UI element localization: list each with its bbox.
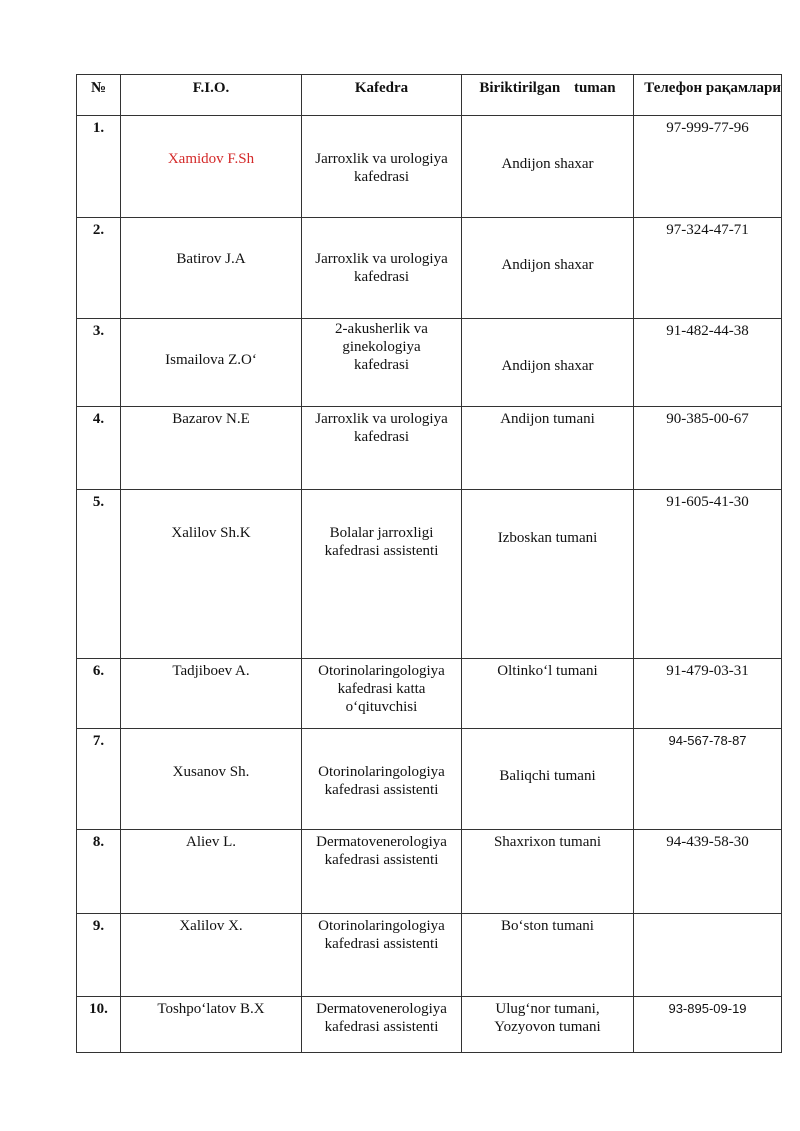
tuman-cell xyxy=(462,729,634,830)
header-kafedra: Kafedra xyxy=(302,75,462,116)
tuman-text: Shaxrixon tumani xyxy=(493,834,602,850)
row-number: 9. xyxy=(77,914,121,997)
row-number: 1. xyxy=(77,116,121,218)
fio-cell xyxy=(121,997,302,1053)
kafedra-text: Dermatovenerologiya kafedrasi assistenti xyxy=(316,1001,447,1035)
fio-text: Tadjiboev A. xyxy=(172,663,250,679)
fio-text: Aliev L. xyxy=(186,834,236,850)
fio-cell xyxy=(121,914,302,997)
tuman-cell xyxy=(462,830,634,914)
table-row xyxy=(77,218,782,319)
tel-cell xyxy=(634,729,782,830)
fio-text: Ismailova Z.O‘ xyxy=(165,352,257,368)
table-row xyxy=(77,490,782,659)
fio-cell xyxy=(121,830,302,914)
tel-text: 93-895-09-19 xyxy=(668,1001,747,1016)
kafedra-cell xyxy=(302,490,462,659)
kafedra-text: Otorinolaringologiya kafedrasi assistenti xyxy=(318,918,445,952)
kafedra-cell xyxy=(302,830,462,914)
fio-text: Bazarov N.E xyxy=(172,411,250,427)
tel-cell xyxy=(634,830,782,914)
kafedra-text: Jarroxlik va urologiya kafedrasi xyxy=(315,151,448,185)
fio-cell xyxy=(121,729,302,830)
tuman-text: Andijon shaxar xyxy=(501,358,594,374)
tel-cell xyxy=(634,914,782,997)
kafedra-cell xyxy=(302,218,462,319)
tuman-text: Ulug‘nor tumani, Yozyovon tumani xyxy=(494,1001,601,1035)
kafedra-text: Otorinolaringologiya kafedrasi assistenti xyxy=(318,764,445,798)
tel-cell xyxy=(634,319,782,407)
fio-cell xyxy=(121,659,302,729)
row-number: 4. xyxy=(77,407,121,490)
tel-cell xyxy=(634,407,782,490)
table-row xyxy=(77,729,782,830)
tel-text: 91-605-41-30 xyxy=(666,494,749,510)
tuman-cell xyxy=(462,407,634,490)
kafedra-cell xyxy=(302,659,462,729)
assignment-table xyxy=(76,74,782,1053)
fio-cell xyxy=(121,218,302,319)
table-row xyxy=(77,914,782,997)
kafedra-cell xyxy=(302,997,462,1053)
fio-text: Toshpo‘latov B.X xyxy=(157,1001,265,1017)
kafedra-text: Dermatovenerologiya kafedrasi assistenti xyxy=(316,834,447,868)
fio-cell xyxy=(121,490,302,659)
tel-cell xyxy=(634,116,782,218)
tuman-cell xyxy=(462,997,634,1053)
tuman-text: Baliqchi tumani xyxy=(499,768,596,784)
kafedra-text: Jarroxlik va urologiya kafedrasi xyxy=(315,251,448,285)
row-number: 6. xyxy=(77,659,121,729)
header-tuman: Biriktirilgan tuman xyxy=(462,75,634,116)
table-row xyxy=(77,997,782,1053)
tel-cell xyxy=(634,490,782,659)
row-number: 5. xyxy=(77,490,121,659)
tuman-text: Andijon shaxar xyxy=(501,156,594,172)
kafedra-text: 2-akusherlik va ginekologiya kafedrasi xyxy=(335,321,428,373)
tel-text: 94-567-78-87 xyxy=(668,733,747,748)
kafedra-cell xyxy=(302,319,462,407)
tel-cell xyxy=(634,218,782,319)
table-row xyxy=(77,659,782,729)
fio-cell xyxy=(121,319,302,407)
kafedra-cell xyxy=(302,407,462,490)
row-number: 10. xyxy=(77,997,121,1053)
header-telefon: Телефон рақамлари xyxy=(634,75,782,116)
tel-cell xyxy=(634,659,782,729)
kafedra-text: Otorinolaringologiya kafedrasi katta o‘qituvchisi xyxy=(318,663,445,715)
row-number: 7. xyxy=(77,729,121,830)
kafedra-cell xyxy=(302,914,462,997)
fio-text: Batirov J.A xyxy=(176,251,246,267)
table-row xyxy=(77,116,782,218)
fio-cell xyxy=(121,116,302,218)
tuman-cell xyxy=(462,218,634,319)
tuman-text: Andijon tumani xyxy=(500,411,595,427)
tuman-cell xyxy=(462,319,634,407)
tel-text: 91-479-03-31 xyxy=(666,663,749,679)
tuman-text: Oltinko‘l tumani xyxy=(497,663,598,679)
row-number: 3. xyxy=(77,319,121,407)
tuman-cell xyxy=(462,490,634,659)
fio-text: Xamidov F.Sh xyxy=(167,151,255,167)
tuman-text: Andijon shaxar xyxy=(501,257,594,273)
tel-cell xyxy=(634,997,782,1053)
fio-cell xyxy=(121,407,302,490)
fio-text: Xusanov Sh. xyxy=(172,764,250,780)
kafedra-cell xyxy=(302,729,462,830)
tel-text: 94-439-58-30 xyxy=(666,834,749,850)
kafedra-cell xyxy=(302,116,462,218)
tel-text: 91-482-44-38 xyxy=(666,323,749,339)
table-row xyxy=(77,319,782,407)
tuman-text: Bo‘ston tumani xyxy=(501,918,594,934)
row-number: 8. xyxy=(77,830,121,914)
fio-text: Xalilov Sh.K xyxy=(171,525,251,541)
fio-text: Xalilov X. xyxy=(179,918,243,934)
tuman-cell xyxy=(462,659,634,729)
table-row xyxy=(77,830,782,914)
tel-text: 97-999-77-96 xyxy=(666,120,749,136)
header-number: № xyxy=(77,75,121,116)
kafedra-text: Jarroxlik va urologiya kafedrasi xyxy=(315,411,448,445)
tel-text: 97-324-47-71 xyxy=(666,222,749,238)
tuman-cell xyxy=(462,116,634,218)
tel-text: 90-385-00-67 xyxy=(666,411,749,427)
kafedra-text: Bolalar jarroxligi kafedrasi assistenti xyxy=(324,525,439,559)
header-row xyxy=(77,75,782,116)
tuman-cell xyxy=(462,914,634,997)
table-row xyxy=(77,407,782,490)
header-fio: F.I.O. xyxy=(121,75,302,116)
row-number: 2. xyxy=(77,218,121,319)
tuman-text: Izboskan tumani xyxy=(497,530,598,546)
